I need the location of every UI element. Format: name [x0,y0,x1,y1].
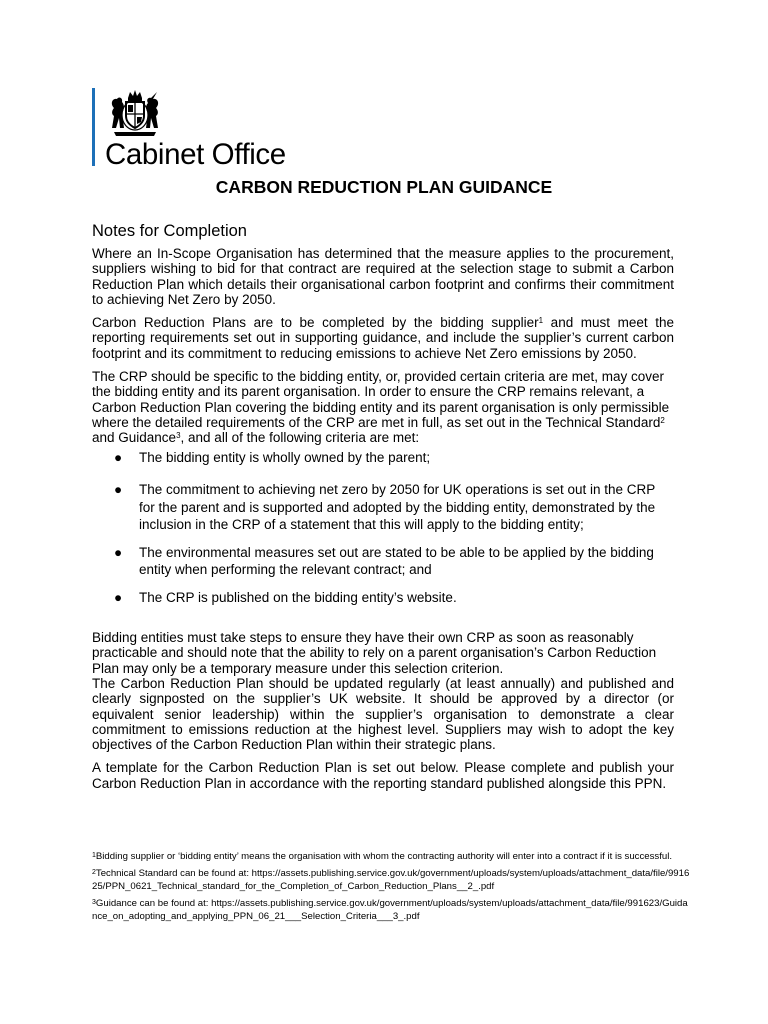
bullet-icon: ● [114,544,123,560]
criteria-text: The environmental measures set out are stated to be able to be applied by the bidding entity when performing the relevant contract; and [139,544,654,578]
paragraph-crp-requirements [92,315,674,361]
paragraph-text: , and all of the following criteria are met: [180,430,420,446]
footnote-ref: 2 [660,415,665,425]
paragraph-template: A template for the Carbon Reduction Plan is set out below. Please complete and publish your Carbon Reduction Plan in accordance with the reporting standard published alongside this PPN. [92,760,674,791]
page-title: CARBON REDUCTION PLAN GUIDANCE [215,177,553,197]
royal-coat-of-arms-icon [104,88,166,138]
logo-org-name: Cabinet Office [105,138,286,171]
paragraph-update-regularly: The Carbon Reduction Plan should be updated regularly (at least annually) and published and clearly signposted on the supplier’s UK website. It should be approved by a director (or equivalent senior leadership) within the supplier’s organisation to demonstrate a clear commitment to emissions reduction at the highest level. Suppliers may wish to adopt the key objectives of the Carbon Reduction Plan within their strategic plans. [92,675,674,753]
bullet-icon: ● [114,482,123,498]
footnote-number: 1 [92,852,96,859]
footnote-text: Guidance can be found at: https://assets.publishing.service.gov.uk/government/uploads/system/uploads/attachment_data/file/991623/Guidance_on_adopting_and_applying_PPN_06_21___Selection_Criteria___3_.pdf [92,897,688,922]
paragraph-own-crp: Bidding entities must take steps to ensure they have their own CRP as soon as reasonably practicable and should note that the ability to rely on a parent organisation’s Carbon Reduction Plan may only be a temporary measure under this selection criterion. [92,630,657,676]
paragraph-intro: Where an In-Scope Organisation has determined that the measure applies to the procurement, suppliers wishing to bid for that contract are required at the selection stage to submit a Carbon Reduction Plan which details their organisational carbon footprint and confirms their commitment to achieving Net Zero by 2050. [92,246,674,307]
footnote-ref: 1 [538,316,544,326]
footnote-number: 3 [92,898,96,906]
footnotes [92,850,692,927]
document-body [92,246,674,799]
footnote [92,850,692,864]
criteria-text: The commitment to achieving net zero by 2050 for UK operations is set out in the CRP for the parent and is supported and adopted by the bidding entity, demonstrated by the inclusion in the CRP of a statement that this will apply to the bidding entity; [139,482,656,533]
footnote [92,867,692,894]
footnote-text: Technical Standard can be found at: https://assets.publishing.service.gov.uk/government/uploads/system/uploads/attachment_data/file/991625/PPN_0621_Technical_standard_for_the_Completion_of_Carbon_Reduction_Plans__2_.pdf [92,867,690,892]
footnote [92,897,692,924]
criteria-item [92,481,674,534]
logo-accent-bar [92,88,95,166]
criteria-item [92,544,674,579]
criteria-item [92,449,674,467]
paragraph-text: and must meet the reporting requirements set out in supporting guidance, and include the supplier’s current carbon footprint and its commitment to reducing emissions to achieve Net Zero emissions by 2050. [92,315,675,361]
footnote-text: Bidding supplier or ‘bidding entity’ means the organisation with whom the contracting authority will enter into a contract if it is successful. [95,851,672,862]
paragraph-text: Carbon Reduction Plans are to be completed by the bidding supplier [92,315,539,331]
criteria-text: The CRP is published on the bidding entity’s website. [139,589,457,605]
spacer [92,616,674,630]
bullet-icon: ● [114,449,123,465]
paragraph-text: and Guidance [92,430,177,446]
criteria-item [92,589,674,607]
footnote-number: 2 [92,868,96,876]
bullet-icon: ● [114,589,123,605]
criteria-list [92,449,674,607]
section-heading: Notes for Completion [92,222,247,240]
criteria-text: The bidding entity is wholly owned by the parent; [139,449,431,465]
paragraph-text: The CRP should be specific to the bidding entity, or, provided certain criteria are met, may cover the bidding entity and its parent organisation. In order to ensure the CRP remains relevant, a Carbon Reduction Plan covering the bidding entity and its parent organisation is only permissible where the detailed requirements of the CRP are met in full, as set out in the Technical Standard [92,369,670,430]
paragraph-parent-criteria [92,369,674,445]
footnote-ref: 3 [176,431,181,441]
